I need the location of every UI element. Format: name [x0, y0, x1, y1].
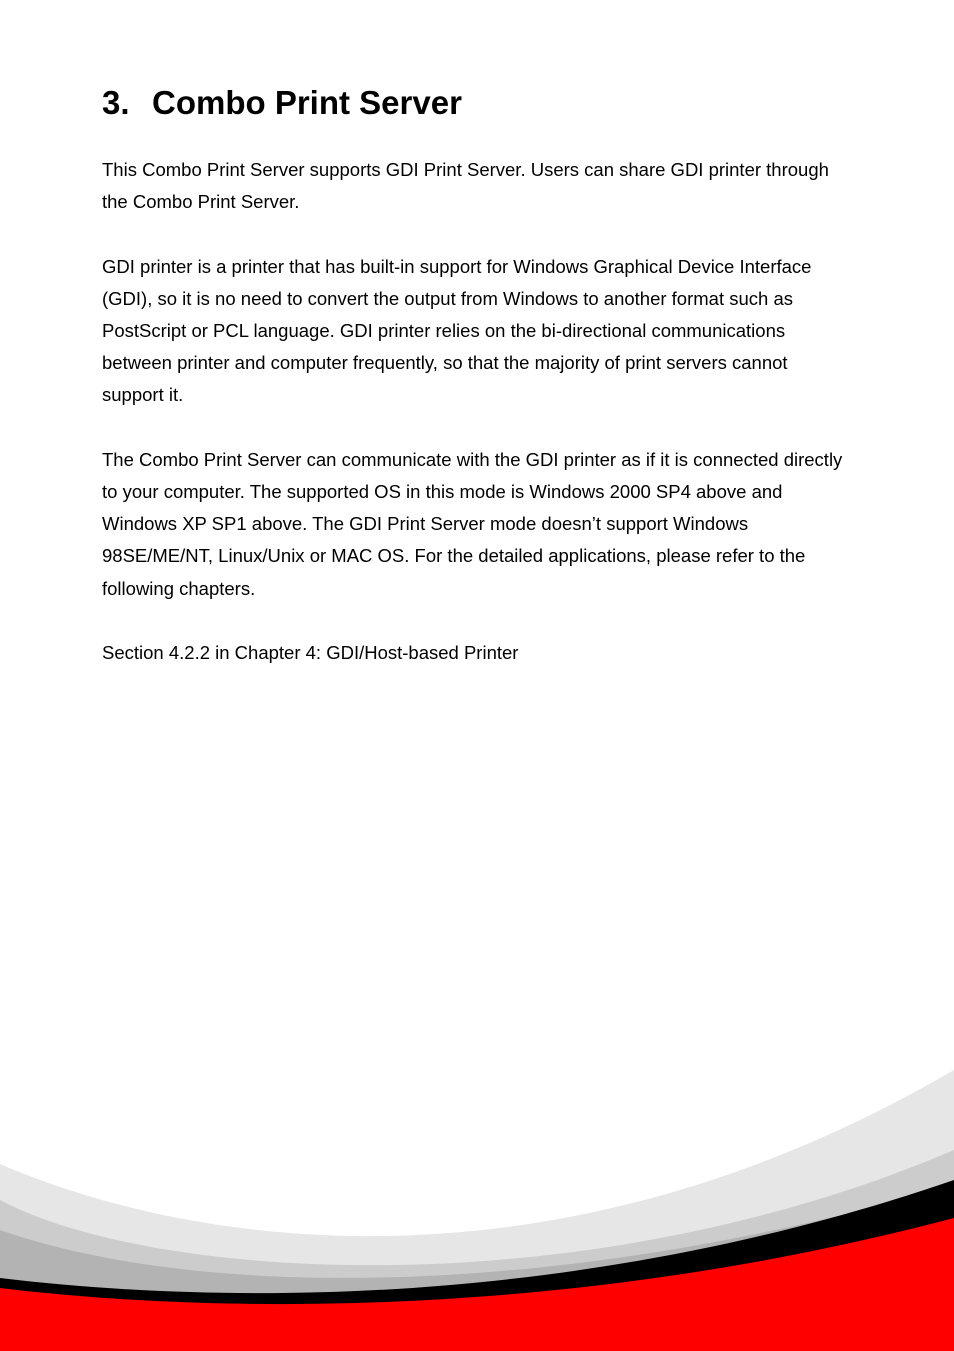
supported-os-paragraph: The Combo Print Server can communicate with the GDI printer as if it is connected directly to your computer. The supported OS in this mode is Windows 2000 SP4 above and Windows XP SP1 above. The GDI Print Server mode doesn’t support Windows 98SE/ME/NT, Linux/Unix or MAC OS. For the detailed applications, please refer to the following chapters.: [102, 448, 843, 599]
section-number: 3.: [102, 84, 130, 121]
footer-swoosh-graphic: [0, 1050, 954, 1351]
intro-paragraph: This Combo Print Server supports GDI Print Server. Users can share GDI printer through the Combo Print Server.: [102, 159, 829, 213]
section-heading: [102, 84, 852, 122]
page-content: [102, 84, 852, 669]
gdi-printer-paragraph: GDI printer is a printer that has built-in support for Windows Graphical Device Interface (GDI), so it is no need to convert the output from Windows to another format such as PostScript or PCL language. GDI printer relies on the bi-directional communications between printer and computer frequently, so that the majority of print servers cannot support it.: [102, 255, 812, 406]
section-title: Combo Print Server: [152, 84, 462, 121]
section-reference: Section 4.2.2 in Chapter 4: GDI/Host-based Printer: [102, 642, 519, 663]
